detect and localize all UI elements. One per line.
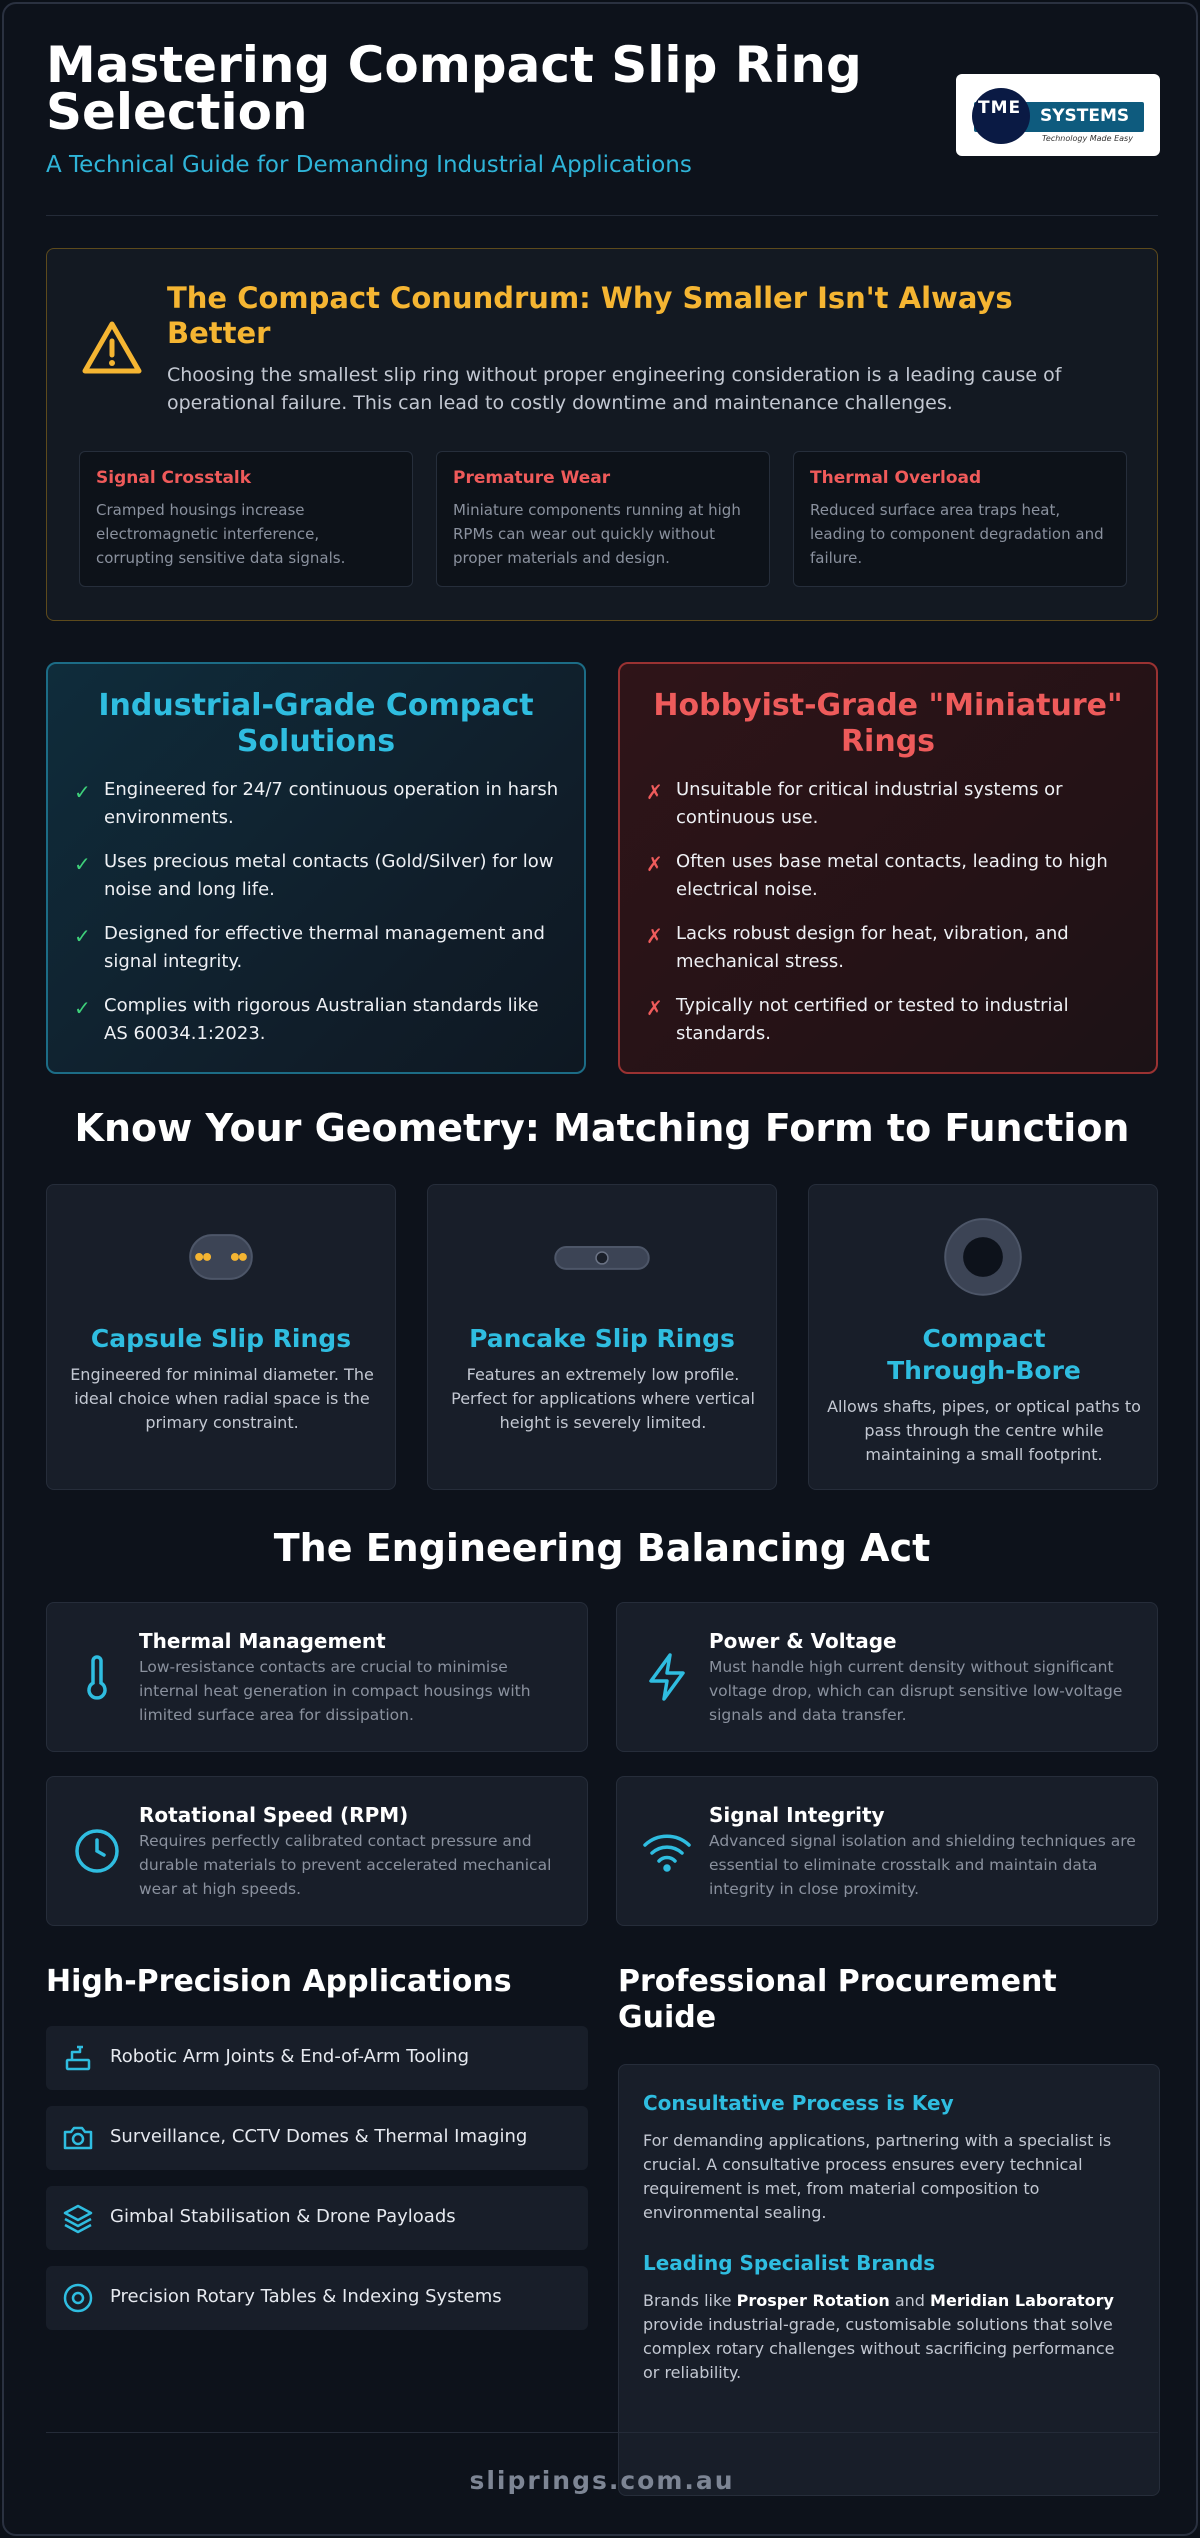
risk-card	[436, 451, 770, 587]
warning-icon	[81, 319, 143, 377]
geometry-card-title: Capsule Slip Rings	[90, 1324, 352, 1353]
conundrum-panel	[46, 248, 1158, 621]
check-icon: ✓	[74, 996, 91, 1020]
page-frame	[2, 2, 1198, 2536]
hobbyist-item-text: Typically not certified or tested to industrial standards.	[676, 995, 1069, 1044]
application-label: Surveillance, CCTV Domes & Thermal Imaging	[110, 2126, 528, 2147]
risk-text: Miniature components running at high RPMs can wear out quickly without proper materials and design.	[453, 501, 741, 567]
geometry-card-capsule	[46, 1184, 396, 1490]
check-icon: ✓	[74, 924, 91, 948]
check-icon: ✓	[74, 852, 91, 876]
brands-text-and: and	[889, 2291, 931, 2310]
balance-card-title: Thermal Management	[139, 1629, 386, 1653]
balance-card-thermal	[46, 1602, 588, 1752]
conundrum-text: Choosing the smallest slip ring without proper engineering consideration is a leading cause of operational failure. This can lead to costly downtime and maintenance challenges.	[167, 364, 1062, 414]
hobbyist-item	[644, 920, 1132, 976]
geometry-section-title: Know Your Geometry: Matching Form to Function	[74, 1106, 1130, 1150]
hobbyist-item-text: Often uses base metal contacts, leading to high electrical noise.	[676, 851, 1108, 900]
capsule-icon	[47, 1185, 395, 1315]
industrial-item-text: Engineered for 24/7 continuous operation in harsh environments.	[104, 779, 559, 828]
robot-arm-icon	[62, 2042, 94, 2074]
balance-card-signal	[616, 1776, 1158, 1926]
geometry-card-text: Allows shafts, pipes, or optical paths to pass through the centre while maintaining a small footprint.	[827, 1397, 1141, 1464]
risk-title: Thermal Overload	[810, 468, 982, 488]
logo-tagline: Technology Made Easy	[1042, 134, 1133, 143]
hobbyist-grade-panel	[618, 662, 1158, 1074]
industrial-title: Industrial-Grade Compact Solutions	[98, 688, 534, 759]
cross-icon: ✗	[646, 924, 663, 948]
application-item	[46, 2186, 588, 2250]
balance-card-title: Signal Integrity	[709, 1803, 885, 1827]
procurement-title: Professional Procurement Guide	[618, 1964, 1057, 2035]
brands-text-rest: provide industrial-grade, customisable solutions that solve complex rotary challenges without sacrificing performance or reliability.	[643, 2315, 1115, 2382]
geometry-card-text: Engineered for minimal diameter. The ideal choice when radial space is the primary constraint.	[70, 1365, 374, 1432]
layers-icon	[62, 2202, 94, 2234]
brand-prosper-rotation: Prosper Rotation	[736, 2291, 890, 2310]
page-title: Mastering Compact Slip Ring Selection	[46, 36, 862, 141]
risk-title: Signal Crosstalk	[96, 468, 252, 488]
industrial-item	[72, 920, 560, 976]
camera-icon	[62, 2122, 94, 2154]
procurement-brands-text	[643, 2289, 1135, 2385]
brands-text-intro: Brands like	[643, 2291, 737, 2310]
page-subtitle: A Technical Guide for Demanding Industrial Applications	[46, 152, 692, 178]
clock-icon	[69, 1823, 125, 1879]
application-label: Gimbal Stabilisation & Drone Payloads	[110, 2206, 456, 2227]
balance-card-title: Rotational Speed (RPM)	[139, 1803, 409, 1827]
procurement-text: For demanding applications, partnering with a specialist is crucial. A consultative process ensures every technical requirement is met, from material composition to environmental sealing.	[643, 2131, 1112, 2222]
conundrum-title: The Compact Conundrum: Why Smaller Isn't Always Better	[167, 281, 1013, 350]
procurement-heading: Consultative Process is Key	[643, 2091, 954, 2115]
cross-icon: ✗	[646, 996, 663, 1020]
applications-title: High-Precision Applications	[46, 1964, 512, 1999]
lightning-icon	[639, 1649, 695, 1705]
risk-text: Cramped housings increase electromagnetic interference, corrupting sensitive data signals.	[96, 501, 346, 567]
balance-card-text: Requires perfectly calibrated contact pressure and durable materials to prevent accelerated mechanical wear at high speeds.	[139, 1832, 552, 1898]
balance-card-power	[616, 1602, 1158, 1752]
wifi-icon	[639, 1823, 695, 1879]
logo-name: SYSTEMS	[1040, 106, 1130, 126]
industrial-grade-panel	[46, 662, 586, 1074]
brand-meridian-laboratory: Meridian Laboratory	[930, 2291, 1114, 2310]
hobbyist-item	[644, 848, 1132, 904]
balance-card-rpm	[46, 1776, 588, 1926]
cross-icon: ✗	[646, 780, 663, 804]
company-logo	[956, 74, 1160, 156]
risk-text: Reduced surface area traps heat, leading to component degradation and failure.	[810, 501, 1104, 567]
geometry-card-text: Features an extremely low profile. Perfect for applications where vertical height is severely limited.	[451, 1365, 755, 1432]
hobbyist-item-text: Unsuitable for critical industrial systems or continuous use.	[676, 779, 1063, 828]
footer-divider	[46, 2432, 1158, 2433]
logo-letters: TME	[978, 98, 1022, 118]
through-bore-icon	[809, 1185, 1157, 1315]
geometry-card-title: Compact Through-Bore	[887, 1324, 1081, 1385]
application-item	[46, 2026, 588, 2090]
industrial-item-text: Complies with rigorous Australian standards like AS 60034.1:2023.	[104, 995, 539, 1044]
risk-title: Premature Wear	[453, 468, 611, 488]
balance-card-text: Low-resistance contacts are crucial to minimise internal heat generation in compact housings with limited surface area for dissipation.	[139, 1658, 531, 1724]
thermometer-icon	[69, 1649, 125, 1705]
geometry-card-through-bore	[808, 1184, 1158, 1490]
geometry-card-pancake	[427, 1184, 777, 1490]
application-label: Robotic Arm Joints & End-of-Arm Tooling	[110, 2046, 470, 2067]
footer-site-link[interactable]: sliprings.com.au	[469, 2466, 735, 2495]
hobbyist-item	[644, 992, 1132, 1048]
target-icon	[62, 2282, 94, 2314]
balance-card-title: Power & Voltage	[709, 1629, 897, 1653]
industrial-item	[72, 776, 560, 832]
application-item	[46, 2106, 588, 2170]
cross-icon: ✗	[646, 852, 663, 876]
hobbyist-item	[644, 776, 1132, 832]
pancake-icon	[428, 1185, 776, 1315]
balance-card-text: Advanced signal isolation and shielding techniques are essential to eliminate crosstalk and maintain data integrity in close proximity.	[709, 1832, 1136, 1898]
hobbyist-title: Hobbyist-Grade "Miniature" Rings	[653, 688, 1123, 759]
risk-card	[793, 451, 1127, 587]
geometry-card-title: Pancake Slip Rings	[469, 1324, 735, 1353]
industrial-item-text: Designed for effective thermal management and signal integrity.	[104, 923, 545, 972]
industrial-item	[72, 992, 560, 1048]
application-item	[46, 2266, 588, 2330]
risk-card	[79, 451, 413, 587]
hobbyist-item-text: Lacks robust design for heat, vibration, and mechanical stress.	[676, 923, 1069, 972]
balancing-section-title: The Engineering Balancing Act	[273, 1526, 931, 1570]
industrial-item	[72, 848, 560, 904]
balance-card-text: Must handle high current density without significant voltage drop, which can disrupt sensitive low-voltage signals and data transfer.	[709, 1658, 1123, 1724]
check-icon: ✓	[74, 780, 91, 804]
industrial-item-text: Uses precious metal contacts (Gold/Silver) for low noise and long life.	[104, 851, 554, 900]
procurement-heading: Leading Specialist Brands	[643, 2251, 936, 2275]
application-label: Precision Rotary Tables & Indexing Systems	[110, 2286, 502, 2307]
header-divider	[46, 215, 1158, 216]
